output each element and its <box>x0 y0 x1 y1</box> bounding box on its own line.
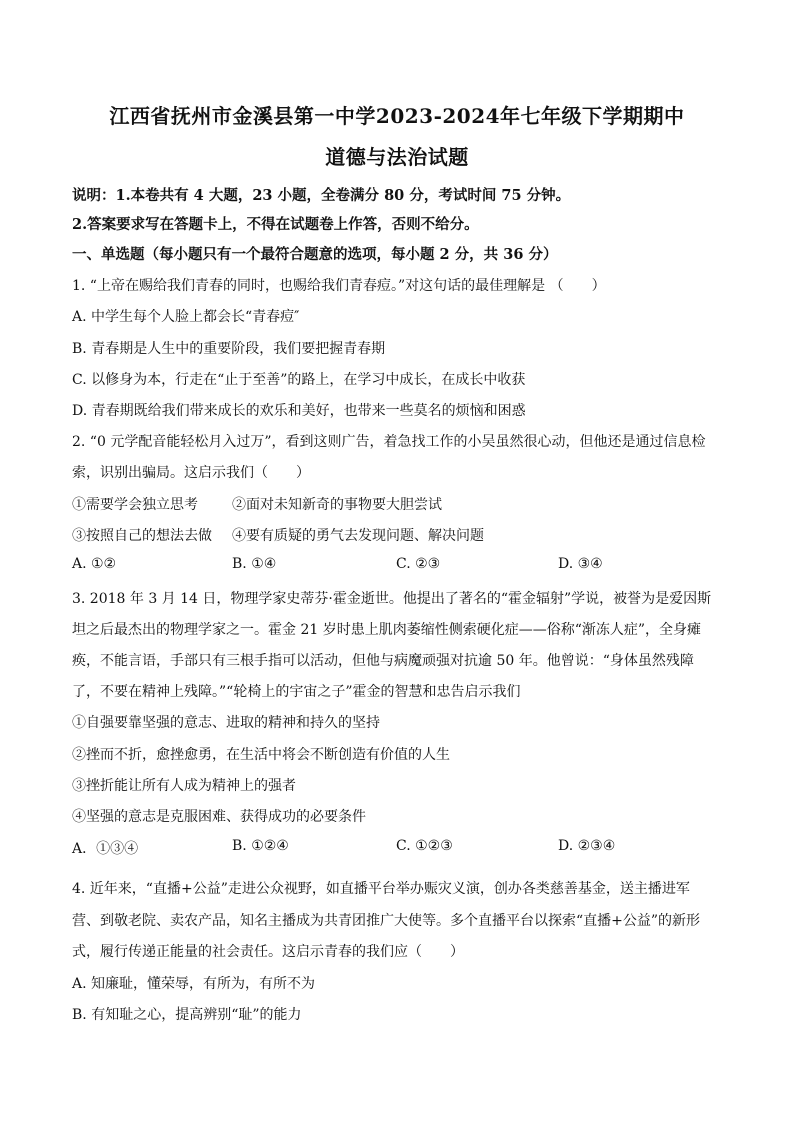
q3-item-4: ④坚强的意志是克服困难、获得成功的必要条件 <box>72 809 366 825</box>
q4-stem-line2: 营、到敬老院、卖农产品，知名主播成为共青团推广大使等。多个直播平台以探索“直播+公益”的新形 <box>72 913 701 929</box>
q1-stem: 1. “上帝在赐给我们青春的同时，也赐给我们青春痘。”对这句话的最佳理解是 （ ） <box>72 278 606 294</box>
q2-stem-line2: 索，识别出骗局。这启示我们（ ） <box>72 465 310 481</box>
q3-item-1: ①自强要靠坚强的意志、进取的精神和持久的坚持 <box>72 715 380 731</box>
q4-option-b: B. 有知耻之心，提高辨别“耻”的能力 <box>72 1007 302 1023</box>
exam-title-line2: 道德与法治试题 <box>325 145 469 169</box>
exam-title-line1: 江西省抚州市金溪县第一中学2023-2024年七年级下学期期中 <box>109 104 685 128</box>
q2-option-c: C. ②③ <box>396 556 441 572</box>
q4-stem-line1: 4. 近年来，“直播+公益”走进公众视野，如直播平台举办赈灾义演，创办各类慈善基金，送主播进军 <box>72 881 690 897</box>
q4-option-a: A. 知廉耻，懂荣辱，有所为，有所不为 <box>72 976 316 992</box>
q2-option-a: A. ①② <box>72 556 117 572</box>
section-heading: 一、单选题（每小题只有一个最符合题意的选项，每小题 2 分，共 36 分） <box>72 246 558 263</box>
q1-option-d: D. 青春期既给我们带来成长的欢乐和美好，也带来一些莫名的烦恼和困惑 <box>72 403 526 419</box>
q3-stem-line2: 坦之后最杰出的物理学家之一。霍金 21 岁时患上肌肉萎缩性侧索硬化症——俗称“渐冻人症”，全身瘫 <box>72 622 702 638</box>
q2-option-b: B. ①④ <box>232 556 277 572</box>
q3-option-c: C. ①②③ <box>396 838 453 854</box>
q1-option-b: B. 青春期是人生中的重要阶段，我们要把握青春期 <box>72 341 386 357</box>
q2-item-1: ①需要学会独立思考 <box>72 497 198 513</box>
q2-item-3: ③按照自己的想法去做 <box>72 528 212 544</box>
q3-option-a: A．①③④ <box>72 841 139 857</box>
q3-item-2: ②挫而不折，愈挫愈勇，在生活中将会不断创造有价值的人生 <box>72 747 450 763</box>
q1-option-c: C. 以修身为本，行走在“止于至善”的路上，在学习中成长，在成长中收获 <box>72 372 526 388</box>
q3-stem-line4: 了，不要在精神上残障。”“轮椅上的宇宙之子”霍金的智慧和忠告启示我们 <box>72 684 521 700</box>
q2-item-2: ②面对未知新奇的事物要大胆尝试 <box>232 497 442 513</box>
q3-stem-line1: 3. 2018 年 3 月 14 日，物理学家史蒂芬·霍金逝世。他提出了著名的“霍金辐射”学说，被誉为是爱因斯 <box>72 591 712 607</box>
q2-item-4: ④要有质疑的勇气去发现问题、解决问题 <box>232 528 484 544</box>
q1-option-a: A. 中学生每个人脸上都会长“青春痘″ <box>72 309 300 325</box>
q3-option-d: D. ②③④ <box>558 838 616 854</box>
q2-stem-line1: 2. “0 元学配音能轻松月入过万”，看到这则广告，着急找工作的小吴虽然很心动，但他还是通过信息检 <box>72 434 706 450</box>
q4-stem-line3: 式，履行传递正能量的社会责任。这启示青春的我们应（ ） <box>72 944 464 960</box>
notes-line2: 2.答案要求写在答题卡上，不得在试题卷上作答，否则不给分。 <box>72 216 479 233</box>
notes-line1: 说明：1.本卷共有 4 大题，23 小题，全卷满分 80 分，考试时间 75 分钟。 <box>72 187 571 204</box>
q3-stem-line3: 痪，不能言语，手部只有三根手指可以活动，但他与病魔顽强对抗逾 50 年。他曾说：“身体虽然残障 <box>72 653 694 669</box>
q3-item-3: ③挫折能让所有人成为精神上的强者 <box>72 778 296 794</box>
q2-option-d: D. ③④ <box>558 556 603 572</box>
q3-option-b: B. ①②④ <box>232 838 289 854</box>
